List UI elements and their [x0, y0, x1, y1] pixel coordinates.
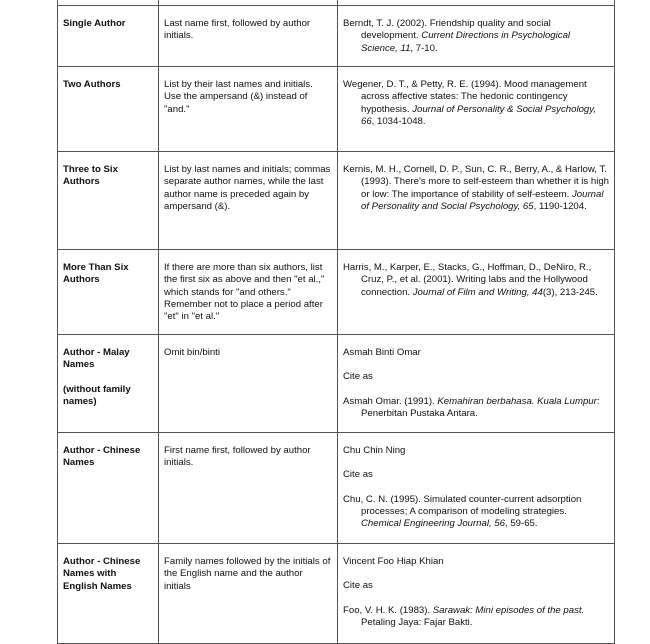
example-cell: [338, 152, 615, 250]
rule-cell: [159, 250, 338, 335]
table-row: [58, 6, 615, 67]
author-type: Author - Malay Names: [63, 347, 130, 371]
author-type-cell: [58, 152, 159, 250]
rule-cell: [159, 67, 338, 152]
rule-cell: [159, 433, 338, 544]
author-type-cell: [58, 6, 159, 67]
rule-text: Family names followed by the initials of the English name and the author initials: [164, 556, 331, 592]
example-cell: [338, 433, 615, 544]
author-type-cell: [58, 433, 159, 544]
author-type: Three to Six Authors: [63, 164, 118, 188]
author-type: Author - Chinese Names with English Names: [63, 556, 141, 592]
reference: Kernis, M. H., Cornell, D. P., Sun, C. R., Berry, A., & Harlow, T. (1993). There's more to self-esteem than whether it is high or low: The importance of stability of self-esteem. Journal of Personality and Social Psychology, 65, 1190-1204.: [343, 164, 610, 212]
table-row: [58, 152, 615, 250]
author-type: Author - Chinese Names: [63, 445, 141, 469]
example-cell: [338, 335, 615, 433]
author-type: Single Author: [63, 18, 126, 29]
citation-table: [57, 0, 615, 644]
rule-cell: [159, 6, 338, 67]
example-cell: [338, 67, 615, 152]
rule-text: Omit bin/binti: [164, 347, 220, 358]
reference: Harris, M., Karper, E., Stacks, G., Hoffman, D., DeNiro, R., Cruz, P., et al. (2001). Writing labs and the Hollywood connection. Journal of Film and Writing, 44(3), 213-245.: [343, 262, 598, 298]
reference: Wegener, D. T., & Petty, R. E. (1994). Mood management across affective states: The hedonic contingency hypothesis. Journal of Personality & Social Psychology, 66, 1034-1048.: [343, 79, 596, 127]
table-row: [58, 250, 615, 335]
table-row: [58, 335, 615, 433]
example-cell: [338, 6, 615, 67]
reference: Foo, V. H. K. (1983). Sarawak: Mini episodes of the past. Petaling Jaya: Fajar Bakti.: [343, 604, 585, 628]
rule-text: If there are more than six authors, list the first six as above and then "et al.," which stands for "and others." Remember not to place a period after "et" in "et al.": [164, 262, 325, 323]
table-row: [58, 544, 615, 644]
example-cell: [338, 544, 615, 644]
rule-text: First name first, followed by author initials.: [164, 445, 311, 469]
reference: Asmah Omar. (1991). Kemahiran berbahasa. Kuala Lumpur: Penerbitan Pustaka Antara.: [343, 395, 600, 419]
rule-text: List by last names and initials; commas separate author names, while the last author name is preceded again by ampersand (&).: [164, 164, 331, 212]
rule-text: List by their last names and initials. Use the ampersand (&) instead of "and.": [164, 79, 313, 115]
example-name: Chu Chin Ning: [343, 445, 406, 456]
rule-cell: [159, 544, 338, 644]
author-type: Two Authors: [63, 79, 121, 90]
table-row: [58, 67, 615, 152]
cite-as-label: Cite as: [343, 371, 373, 383]
rule-text: Last name first, followed by author initials.: [164, 18, 311, 42]
author-type-cell: [58, 250, 159, 335]
reference: Chu, C. N. (1995). Simulated counter-current adsorption processes; A comparison of modeling strategies. Chemical Engineering Journal, 56, 59-65.: [343, 493, 582, 530]
reference: Berndt, T. J. (2002). Friendship quality and social development. Current Directions in Psychological Science, 11, 7-10.: [343, 18, 571, 54]
example-cell: [338, 250, 615, 335]
rule-cell: [159, 152, 338, 250]
rule-cell: [159, 335, 338, 433]
cite-as-label: Cite as: [343, 580, 373, 592]
author-type-note: (without family names): [63, 383, 131, 407]
table-row: [58, 433, 615, 544]
cite-as-label: Cite as: [343, 469, 373, 481]
author-type-cell: [58, 335, 159, 433]
author-type-cell: [58, 544, 159, 644]
author-type: More Than Six Authors: [63, 262, 129, 286]
author-type-cell: [58, 67, 159, 152]
example-name: Vincent Foo Hiap Khian: [343, 556, 444, 567]
example-name: Asmah Binti Omar: [343, 347, 421, 358]
